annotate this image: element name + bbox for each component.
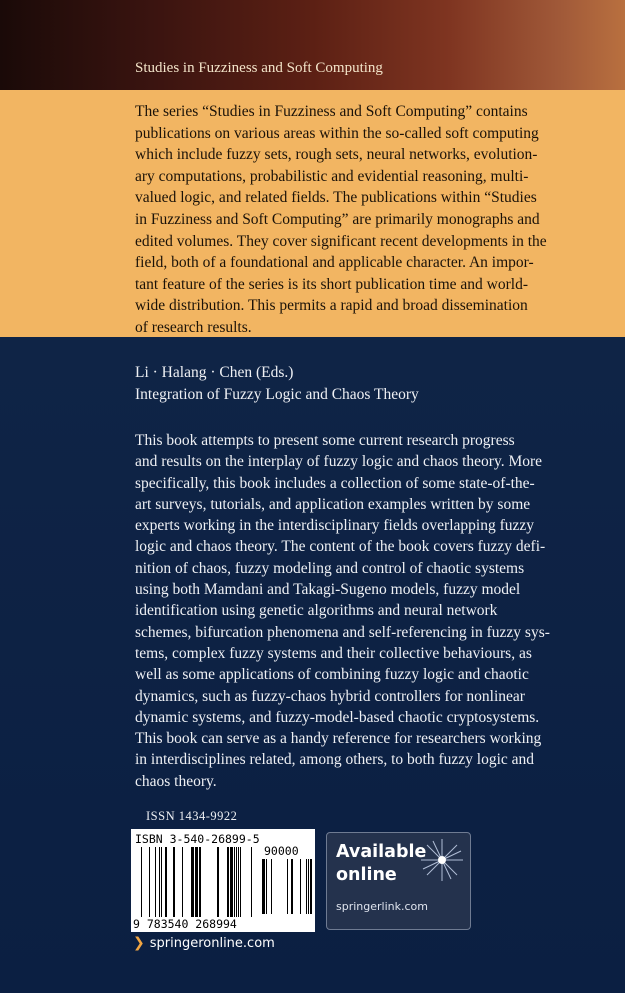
text-line: specifically, this book includes a collection of some state-of-the- <box>135 474 535 492</box>
issn-number: ISSN 1434-9922 <box>146 809 238 823</box>
text-line: identification using genetic algorithms and neural network <box>135 602 498 620</box>
barcode-bar <box>159 847 160 917</box>
barcode-bar <box>195 847 198 917</box>
text-line: tems, complex fuzzy systems and their collective behaviours, as <box>135 644 532 662</box>
barcode-bar <box>227 847 229 917</box>
text-line: This book attempts to present some current research progress <box>135 432 515 449</box>
barcode-bar <box>149 847 150 917</box>
badge-available-text: Available <box>336 842 427 862</box>
barcode-bar <box>199 847 201 917</box>
text-line: experts working in the interdisciplinary fields overlapping fuzzy <box>135 517 535 535</box>
text-line: and results on the interplay of fuzzy logic and chaos theory. More <box>135 453 543 471</box>
available-online-badge[interactable] <box>326 832 471 930</box>
barcode-bar <box>306 859 307 914</box>
barcode-bar <box>161 847 162 917</box>
barcode-addon-number: 90000 <box>264 844 299 858</box>
ean-bars <box>137 847 257 917</box>
barcode-bar <box>308 859 309 914</box>
series-name: Studies in Fuzziness and Soft Computing <box>135 60 383 76</box>
text-line: The series “Studies in Fuzziness and Soft Computing” contains <box>135 103 528 120</box>
barcode-bar <box>230 847 233 917</box>
barcode-bar <box>217 847 219 917</box>
text-line: well as some applications of combining fuzzy logic and chaotic <box>135 666 529 684</box>
text-line: edited volumes. They cover significant recent developments in the <box>135 232 547 250</box>
text-line: dynamic systems, and fuzzy-model-based chaotic cryptosystems. <box>135 708 540 726</box>
text-line: in interdisciplines related, among others, to both fuzzy logic and <box>135 751 535 769</box>
text-line: chaos theory. <box>135 772 217 790</box>
text-line: publications on various areas within the so-called soft computing <box>135 124 539 142</box>
text-line: dynamics, such as fuzzy-chaos hybrid controllers for nonlinear <box>135 687 525 705</box>
barcode-bar <box>271 859 272 914</box>
barcode-bar <box>262 859 265 914</box>
text-line: field, both of a foundational and applicable character. An impor- <box>135 254 534 272</box>
barcode-bar <box>141 847 142 917</box>
badge-online-text: online <box>336 865 397 885</box>
text-line: which include fuzzy sets, rough sets, neural networks, evolution- <box>135 146 538 164</box>
barcode-bar <box>291 859 293 914</box>
text-line: wide distribution. This permits a rapid and broad dissemination <box>135 297 528 315</box>
barcode-bar <box>236 847 237 917</box>
text-line: valued logic, and related fields. The publications within “Studies <box>135 189 537 207</box>
barcode-bar <box>173 847 175 917</box>
barcode-bar <box>234 847 235 917</box>
text-line: of research results. <box>135 318 252 336</box>
barcode-bar <box>266 859 267 914</box>
addon-bars <box>262 859 312 914</box>
book-authors: Li · Halang · Chen (Eds.) <box>135 364 294 381</box>
barcode-bar <box>310 859 312 914</box>
text-line: ary computations, probabilistic and evidential reasoning, multi- <box>135 167 529 185</box>
text-line: schemes, bifurcation phenomena and self-referencing in fuzzy sys- <box>135 623 550 641</box>
text-line: using both Mamdani and Takagi-Sugeno models, fuzzy model <box>135 581 521 599</box>
text-line: art surveys, tutorials, and application examples written by some <box>135 495 531 513</box>
barcode-bar <box>251 847 252 917</box>
book-title: Integration of Fuzzy Logic and Chaos Theory <box>135 386 419 403</box>
barcode-bar <box>300 859 301 914</box>
text-line: nition of chaos, fuzzy modeling and control of chaotic systems <box>135 559 525 577</box>
barcode-bar <box>182 847 183 917</box>
text-line: in Fuzziness and Soft Computing” are primarily monographs and <box>135 210 540 228</box>
chevron-right-icon: ❯ <box>133 935 145 951</box>
isbn-text: ISBN 3-540-26899-5 <box>135 832 260 846</box>
text-line: tant feature of the series is its short publication time and world- <box>135 275 528 293</box>
text-line: logic and chaos theory. The content of the book covers fuzzy defi- <box>135 538 546 556</box>
book-description <box>135 430 597 792</box>
springeronline-link[interactable] <box>133 935 275 951</box>
ean-number: 9 783540 268994 <box>133 917 237 931</box>
series-blurb <box>135 101 597 339</box>
barcode-bar <box>191 847 194 917</box>
isbn-barcode <box>131 829 315 932</box>
barcode-bar <box>155 847 156 917</box>
barcode-bar <box>238 847 239 917</box>
springeronline-link-text: springeronline.com <box>149 935 275 951</box>
badge-url-text: springerlink.com <box>336 900 428 913</box>
barcode-bar <box>240 847 241 917</box>
barcode-bar <box>287 859 288 914</box>
barcode-bar <box>165 847 167 917</box>
text-line: This book can serve as a handy reference for researchers working <box>135 730 542 748</box>
